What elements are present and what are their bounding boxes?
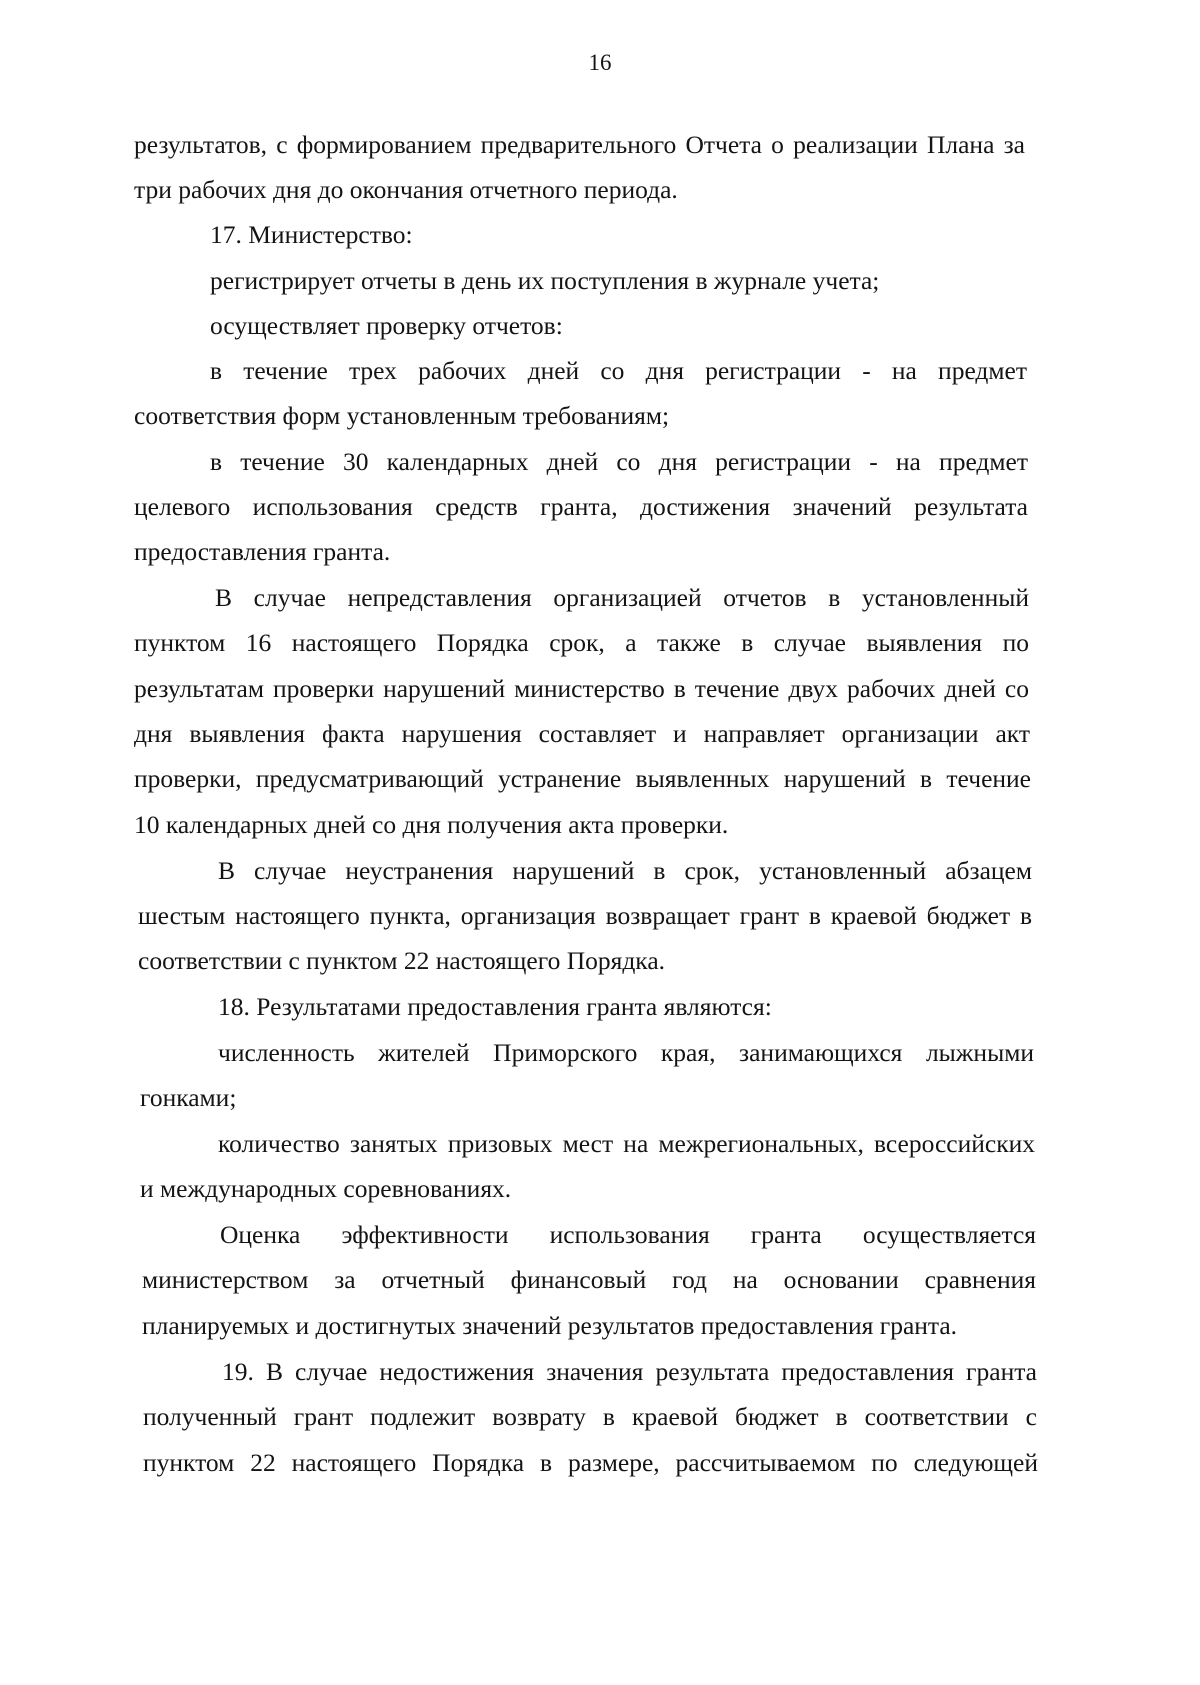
- text-line: численность жителей Приморского края, занимающихся лыжными: [218, 1038, 1034, 1067]
- text-line: В случае неустранения нарушений в срок, установленный абзацем: [218, 856, 1032, 885]
- text-line: предоставления гранта.: [134, 537, 391, 566]
- text-line: три рабочих дня до окончания отчетного периода.: [134, 175, 678, 204]
- text-line: количество занятых призовых мест на межрегиональных, всероссийских: [218, 1129, 1035, 1158]
- text-line: 17. Министерство:: [210, 220, 413, 249]
- text-line: пунктом 16 настоящего Порядка срок, а также в случае выявления по: [134, 628, 1029, 657]
- text-line: дня выявления факта нарушения составляет и направляет организации акт: [134, 719, 1030, 748]
- text-line: результатам проверки нарушений министерство в течение двух рабочих дней со: [134, 674, 1029, 703]
- text-line: полученный грант подлежит возврату в краевой бюджет в соответствии с: [143, 1402, 1037, 1431]
- text-line: министерством за отчетный финансовый год на основании сравнения: [142, 1265, 1036, 1294]
- text-line: осуществляет проверку отчетов:: [210, 311, 563, 340]
- text-line: 18. Результатами предоставления гранта являются:: [218, 992, 772, 1021]
- text-line: регистрирует отчеты в день их поступления в журнале учета;: [210, 266, 880, 295]
- text-line: Оценка эффективности использования гранта осуществляется: [220, 1220, 1036, 1249]
- text-line: соответствии с пунктом 22 настоящего Порядка.: [138, 946, 666, 975]
- text-line: 10 календарных дней со дня получения акта проверки.: [134, 810, 729, 839]
- text-line: планируемых и достигнутых значений результатов предоставления гранта.: [142, 1311, 958, 1340]
- text-line: шестым настоящего пункта, организация возвращает грант в краевой бюджет в: [138, 901, 1032, 930]
- text-line: и международных соревнованиях.: [140, 1174, 512, 1203]
- text-line: целевого использования средств гранта, достижения значений результата: [134, 492, 1028, 521]
- text-line: пунктом 22 настоящего Порядка в размере, рассчитываемом по следующей: [143, 1448, 1038, 1477]
- text-line: гонками;: [140, 1083, 237, 1112]
- text-line: 19. В случае недостижения значения результата предоставления гранта: [222, 1357, 1037, 1386]
- text-line: в течение трех рабочих дней со дня регистрации - на предмет: [210, 356, 1027, 385]
- text-line: соответствия форм установленным требованиям;: [134, 401, 670, 430]
- text-line: результатов, с формированием предварительного Отчета о реализации Плана за: [134, 130, 1025, 159]
- text-line: В случае непредставления организацией отчетов в установленный: [215, 583, 1029, 612]
- text-line: проверки, предусматривающий устранение выявленных нарушений в течение: [134, 764, 1031, 793]
- text-line: в течение 30 календарных дней со дня регистрации - на предмет: [210, 447, 1028, 476]
- page-number: 16: [588, 50, 612, 75]
